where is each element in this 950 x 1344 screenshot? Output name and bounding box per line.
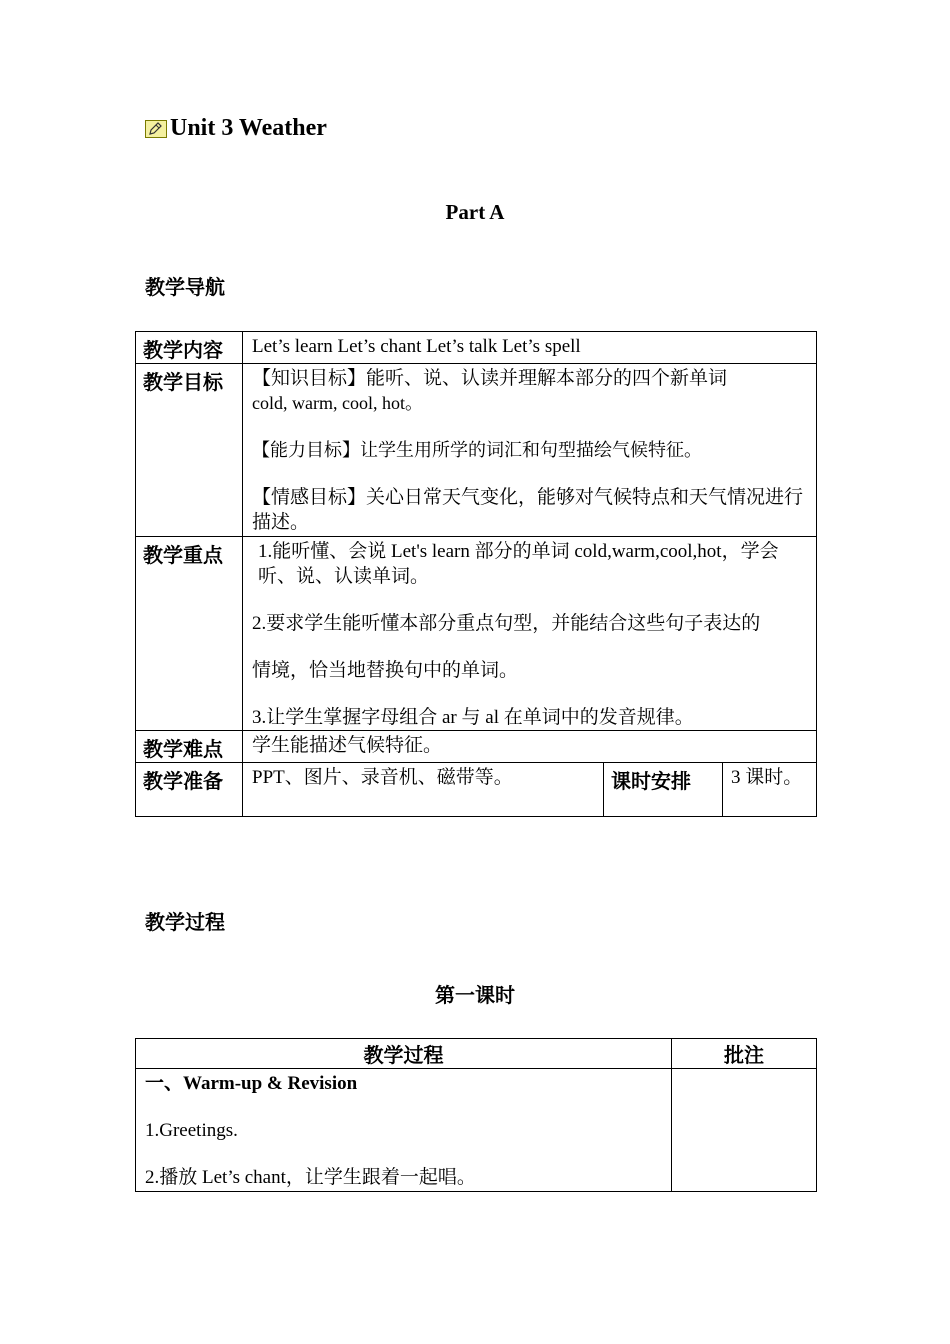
table-row [136, 1069, 817, 1192]
key-point-2b: 情境，恰当地替换句中的单词。 [252, 660, 519, 681]
table-row [136, 537, 817, 731]
content-label: 教学内容 [136, 332, 243, 364]
emotion-goal: 【情感目标】关心日常天气变化，能够对气候特点和天气情况进行描述。 [252, 486, 804, 533]
goals-cell [243, 364, 817, 537]
process-cell [136, 1069, 672, 1192]
document-title-text: Unit 3 Weather [170, 115, 327, 141]
difficulties-label: 教学难点 [136, 731, 243, 763]
difficulties-value: 学生能描述气候特征。 [243, 731, 817, 763]
note-pencil-icon [145, 120, 167, 138]
table-row [136, 332, 817, 364]
content-value: Let’s learn Let’s chant Let’s talk Let’s spell [243, 332, 817, 364]
table-row [136, 364, 817, 537]
step-1: 1.Greetings. [145, 1120, 238, 1141]
key-point-1: 1.能听懂、会说 Let's learn 部分的单词 cold,warm,cool,hot，学会听、说、认读单词。 [258, 541, 779, 587]
ability-goal: 【能力目标】让学生用所学的词汇和句型描绘气候特征。 [252, 440, 702, 461]
process-heading: 教学过程 [145, 910, 225, 934]
part-title: Part A [445, 200, 505, 224]
step-2: 2.播放 Let’s chant，让学生跟着一起唱。 [145, 1167, 476, 1188]
key-points-label: 教学重点 [136, 537, 243, 731]
section-title: 一、Warm-up & Revision [145, 1073, 358, 1094]
notes-cell [672, 1069, 817, 1192]
key-point-3: 3.让学生掌握字母组合 ar 与 al 在单词中的发音规律。 [252, 707, 694, 728]
key-points-cell [243, 537, 817, 731]
goals-label: 教学目标 [136, 364, 243, 537]
process-column-header: 教学过程 [136, 1039, 672, 1069]
lesson-heading: 第一课时 [435, 983, 515, 1007]
document-title [145, 115, 327, 142]
preparation-label: 教学准备 [136, 763, 243, 817]
table-row [136, 763, 817, 817]
teaching-nav-table [135, 331, 817, 817]
nav-heading: 教学导航 [145, 275, 225, 299]
knowledge-goal-words: cold, warm, cool, hot。 [252, 393, 423, 413]
schedule-label: 课时安排 [604, 763, 723, 817]
schedule-value: 3 课时。 [723, 763, 817, 817]
table-header-row [136, 1039, 817, 1069]
table-row [136, 731, 817, 763]
teaching-process-table [135, 1038, 817, 1192]
knowledge-goal: 【知识目标】能听、说、认读并理解本部分的四个新单词 [252, 367, 728, 389]
preparation-value: PPT、图片、录音机、磁带等。 [243, 763, 604, 817]
key-point-2a: 2.要求学生能听懂本部分重点句型，并能结合这些句子表达的 [252, 613, 761, 634]
notes-column-header: 批注 [672, 1039, 817, 1069]
